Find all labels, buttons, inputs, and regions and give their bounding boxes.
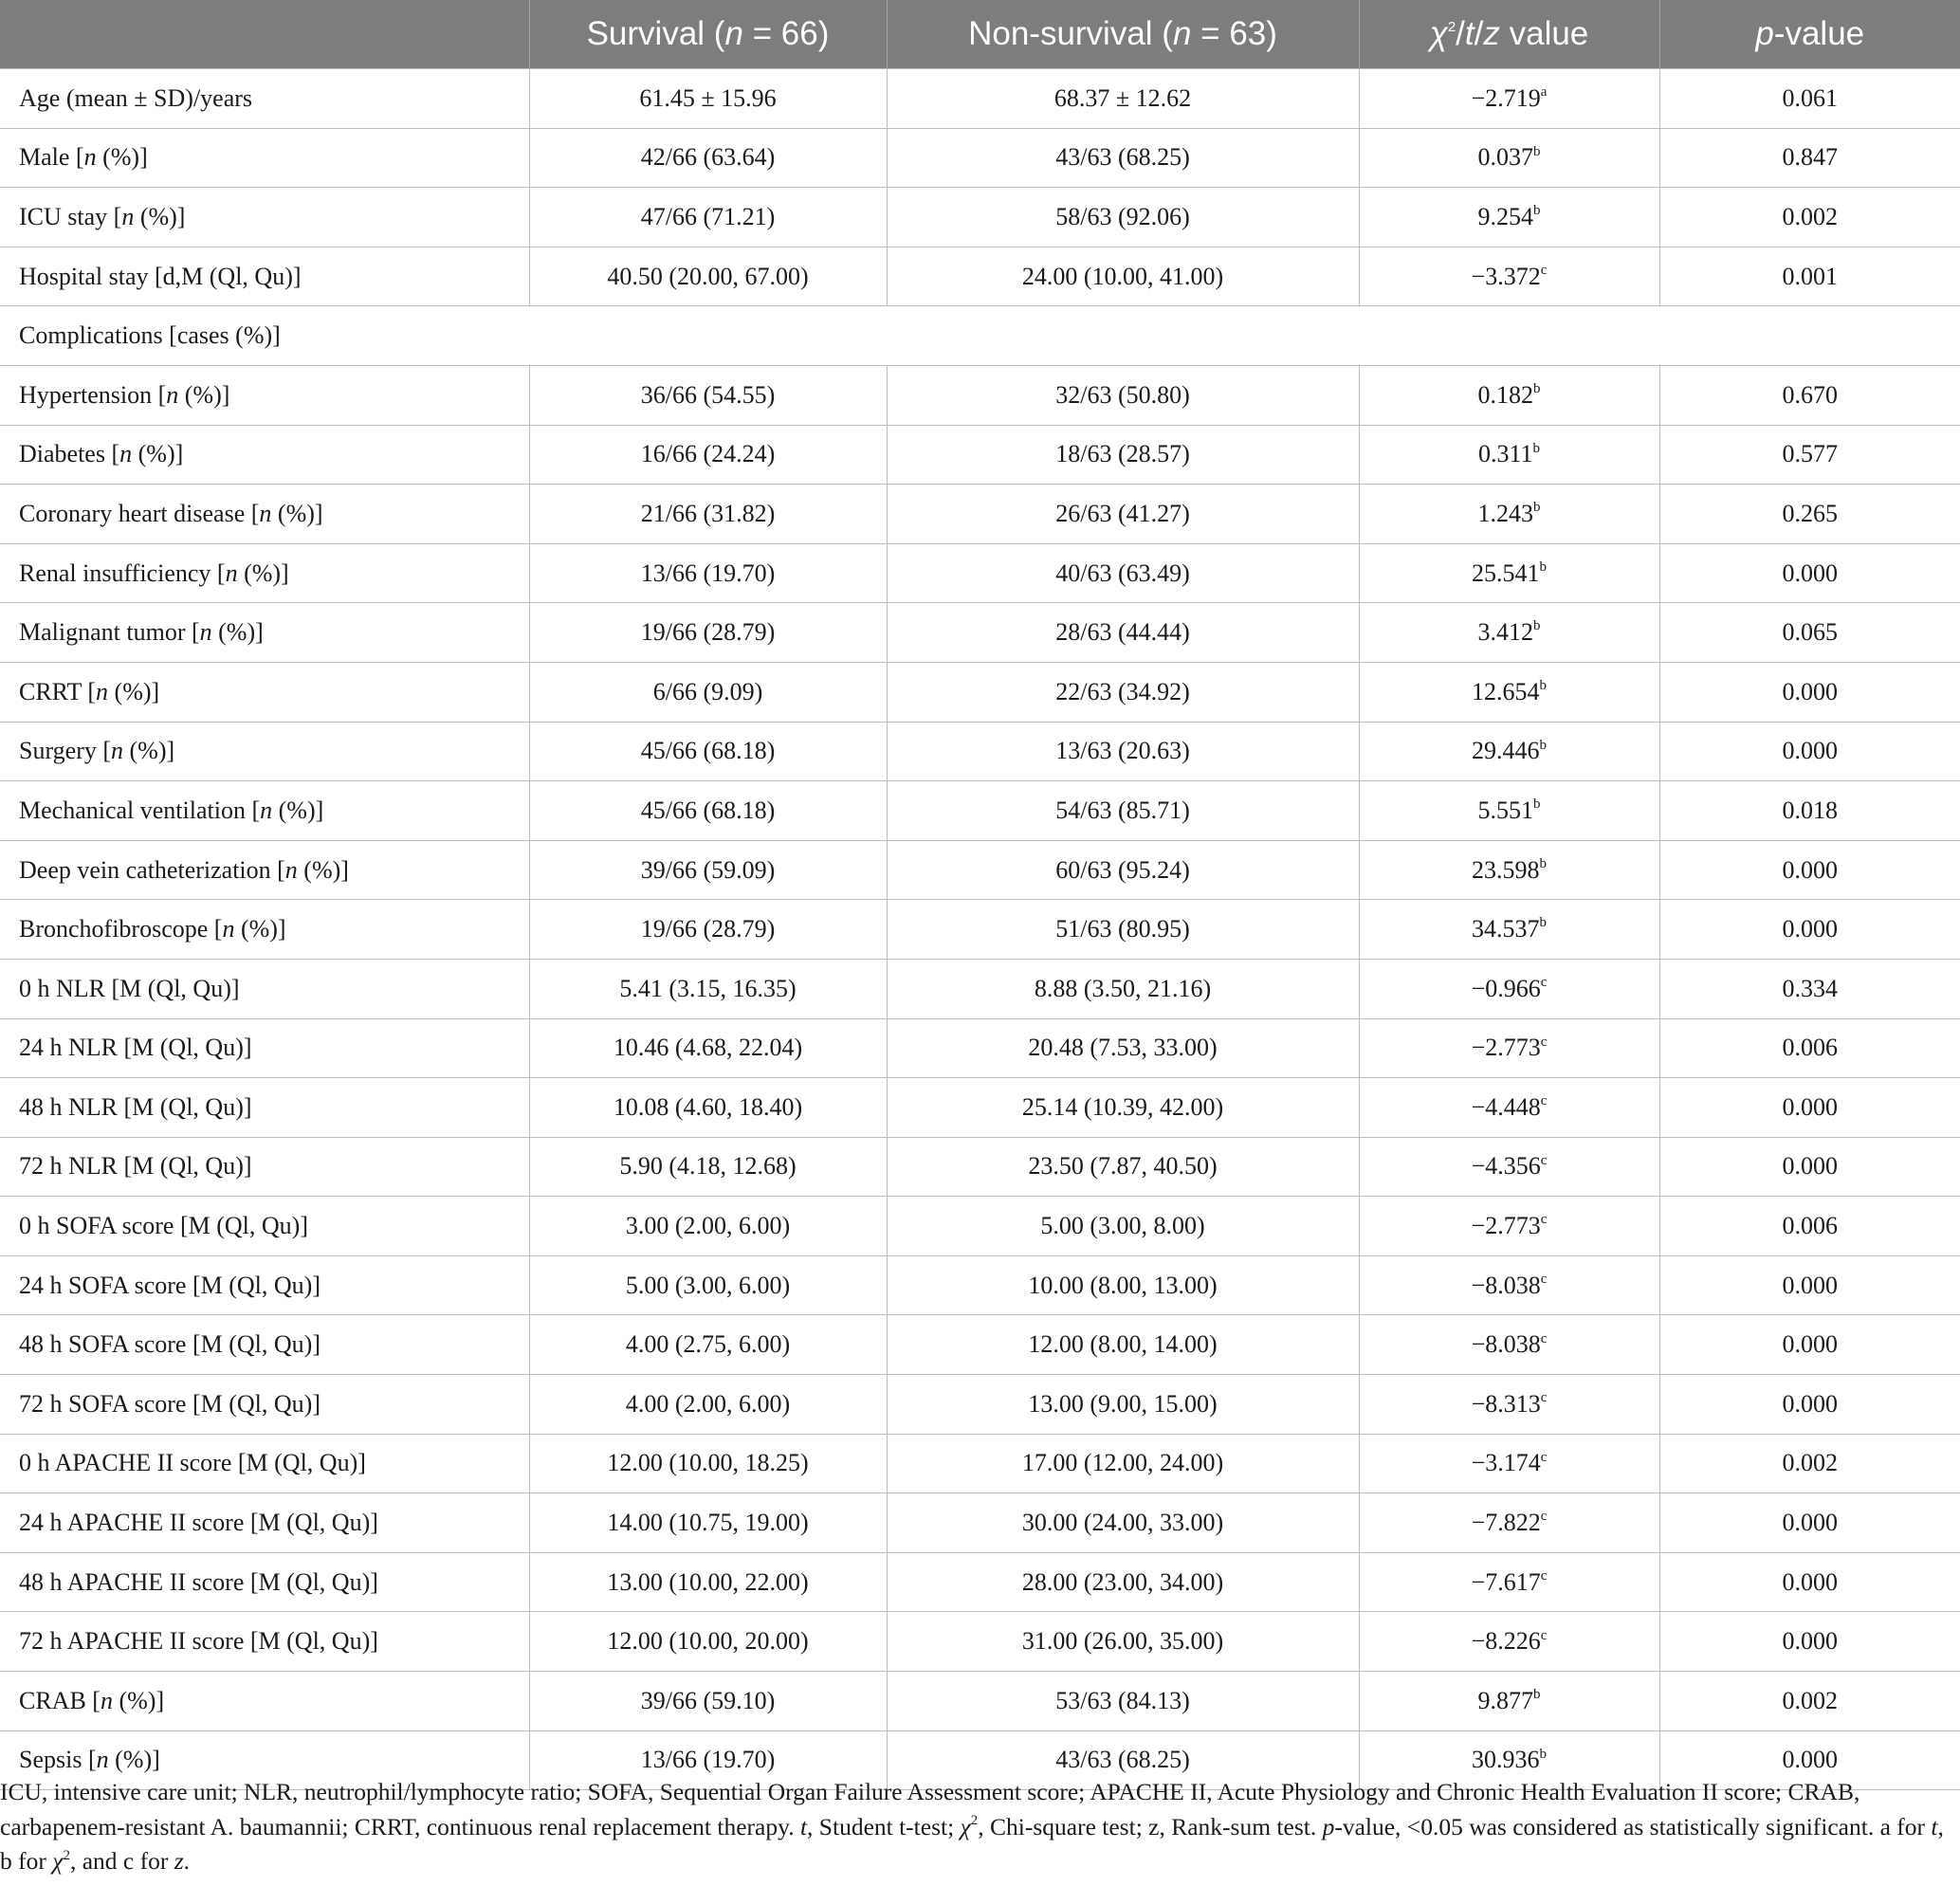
table-row — [0, 247, 1960, 306]
statistic-cell: −3.372$^c$ — [1359, 247, 1659, 306]
survival-cell: 42/66 (63.64) — [529, 128, 887, 188]
survival-cell: 40.50 (20.00, 67.00) — [529, 247, 887, 306]
statistic-cell: −3.174$^c$ — [1359, 1434, 1659, 1493]
statistic-cell: 23.598$^b$ — [1359, 840, 1659, 900]
row-label: Surgery [n (%)] — [0, 722, 529, 781]
row-label: 72 h APACHE II score [M (Ql, Qu)] — [0, 1612, 529, 1672]
p-value-cell: 0.577 — [1659, 425, 1960, 485]
statistic-cell: 25.541$^b$ — [1359, 543, 1659, 603]
test-marker: b — [1533, 143, 1541, 159]
survival-cell: 5.90 (4.18, 12.68) — [529, 1137, 887, 1197]
header-test-statistic: $\chi^2/t/z$ value — [1359, 0, 1659, 69]
p-value-cell: 0.065 — [1659, 603, 1960, 663]
non-survival-cell: 30.00 (24.00, 33.00) — [887, 1493, 1359, 1553]
test-marker: b — [1533, 203, 1541, 219]
row-label: CRRT [n (%)] — [0, 662, 529, 722]
survival-cell: 39/66 (59.10) — [529, 1672, 887, 1731]
header-row — [0, 0, 1960, 69]
non-survival-cell: 17.00 (12.00, 24.00) — [887, 1434, 1359, 1493]
table-row — [0, 1434, 1960, 1493]
non-survival-cell: 43/63 (68.25) — [887, 1730, 1359, 1790]
test-marker: c — [1540, 1272, 1548, 1288]
p-value-cell: 0.061 — [1659, 69, 1960, 129]
test-marker: b — [1539, 1746, 1547, 1762]
row-label: Coronary heart disease [n (%)] — [0, 485, 529, 544]
survival-cell: 16/66 (24.24) — [529, 425, 887, 485]
table-row — [0, 485, 1960, 544]
table-row — [0, 425, 1960, 485]
survival-cell: 3.00 (2.00, 6.00) — [529, 1197, 887, 1256]
statistic-cell: 0.182$^b$ — [1359, 365, 1659, 425]
survival-cell: 19/66 (28.79) — [529, 900, 887, 960]
survival-cell: 6/66 (9.09) — [529, 662, 887, 722]
row-label: Bronchofibroscope [n (%)] — [0, 900, 529, 960]
p-value-cell: 0.000 — [1659, 1375, 1960, 1435]
statistic-cell: −8.038$^c$ — [1359, 1315, 1659, 1375]
statistic-cell: 0.311$^b$ — [1359, 425, 1659, 485]
p-value-cell: 0.006 — [1659, 1197, 1960, 1256]
statistic-cell: 1.243$^b$ — [1359, 485, 1659, 544]
p-value-cell: 0.334 — [1659, 959, 1960, 1018]
table-row — [0, 1493, 1960, 1553]
survival-cell: 14.00 (10.75, 19.00) — [529, 1493, 887, 1553]
row-label: ICU stay [n (%)] — [0, 188, 529, 247]
row-label: CRAB [n (%)] — [0, 1672, 529, 1731]
p-value-cell: 0.000 — [1659, 1315, 1960, 1375]
p-value-cell: 0.000 — [1659, 1255, 1960, 1315]
p-value-cell: 0.847 — [1659, 128, 1960, 188]
survival-cell: 4.00 (2.00, 6.00) — [529, 1375, 887, 1435]
non-survival-cell: 54/63 (85.71) — [887, 781, 1359, 841]
test-marker: c — [1540, 1627, 1548, 1643]
p-value-cell: 0.000 — [1659, 543, 1960, 603]
non-survival-cell: 26/63 (41.27) — [887, 485, 1359, 544]
test-marker: b — [1533, 797, 1541, 813]
row-label: Sepsis [n (%)] — [0, 1730, 529, 1790]
row-label: Deep vein catheterization [n (%)] — [0, 840, 529, 900]
header-non-survival: Non-survival (n = 63) — [887, 0, 1359, 69]
p-value-cell: 0.670 — [1659, 365, 1960, 425]
non-survival-cell: 31.00 (26.00, 35.00) — [887, 1612, 1359, 1672]
survival-cell: 12.00 (10.00, 18.25) — [529, 1434, 887, 1493]
header-survival: Survival (n = 66) — [529, 0, 887, 69]
survival-cell: 12.00 (10.00, 20.00) — [529, 1612, 887, 1672]
non-survival-cell: 68.37 ± 12.62 — [887, 69, 1359, 129]
statistic-cell: 34.537$^b$ — [1359, 900, 1659, 960]
statistic-cell: 3.412$^b$ — [1359, 603, 1659, 663]
survival-cell: 10.08 (4.60, 18.40) — [529, 1078, 887, 1138]
statistic-cell: −8.313$^c$ — [1359, 1375, 1659, 1435]
survival-cell: 39/66 (59.09) — [529, 840, 887, 900]
row-label: 48 h APACHE II score [M (Ql, Qu)] — [0, 1552, 529, 1612]
test-marker: b — [1532, 440, 1541, 456]
test-marker: c — [1540, 1509, 1548, 1525]
non-survival-cell: 28/63 (44.44) — [887, 603, 1359, 663]
statistic-cell: 30.936$^b$ — [1359, 1730, 1659, 1790]
statistic-cell: −0.966$^c$ — [1359, 959, 1659, 1018]
header-variable — [0, 0, 529, 69]
non-survival-cell: 13.00 (9.00, 15.00) — [887, 1375, 1359, 1435]
table-row — [0, 662, 1960, 722]
table-row — [0, 840, 1960, 900]
survival-cell: 13/66 (19.70) — [529, 1730, 887, 1790]
header-p-value: p-value — [1659, 0, 1960, 69]
row-label: 72 h SOFA score [M (Ql, Qu)] — [0, 1375, 529, 1435]
statistic-cell: −2.773$^c$ — [1359, 1197, 1659, 1256]
table-row — [0, 781, 1960, 841]
test-marker: c — [1540, 1567, 1548, 1584]
test-marker: c — [1540, 1152, 1548, 1168]
non-survival-cell: 58/63 (92.06) — [887, 188, 1359, 247]
statistic-cell: −4.356$^c$ — [1359, 1137, 1659, 1197]
p-value-cell: 0.265 — [1659, 485, 1960, 544]
statistic-cell: −2.773$^c$ — [1359, 1018, 1659, 1078]
row-label: 72 h NLR [M (Ql, Qu)] — [0, 1137, 529, 1197]
row-label: Diabetes [n (%)] — [0, 425, 529, 485]
table-row — [0, 722, 1960, 781]
non-survival-cell: 13/63 (20.63) — [887, 722, 1359, 781]
non-survival-cell: 23.50 (7.87, 40.50) — [887, 1137, 1359, 1197]
p-value-cell: 0.002 — [1659, 188, 1960, 247]
non-survival-cell: 40/63 (63.49) — [887, 543, 1359, 603]
survival-cell: 61.45 ± 15.96 — [529, 69, 887, 129]
row-label: Malignant tumor [n (%)] — [0, 603, 529, 663]
table-footnote: ICU, intensive care unit; NLR, neutrophil/lymphocyte ratio; SOFA, Sequential Organ Failure Assessment score; APACHE II, Acute Physiology and Chronic Health Evaluation II score; CRAB, carbapenem-resistant A. baumannii; CRRT, continuous renal replacement therapy. t, Student t-test; $\chi^2$, Chi-square test; z, Rank-sum test. p-value, <0.05 was considered as statistically significant. a for t, b for $\chi^2$, and c for z. — [0, 1778, 1944, 1875]
test-marker: b — [1539, 855, 1547, 871]
test-marker: b — [1533, 381, 1541, 397]
non-survival-cell: 18/63 (28.57) — [887, 425, 1359, 485]
statistic-cell: 29.446$^b$ — [1359, 722, 1659, 781]
non-survival-cell: 12.00 (8.00, 14.00) — [887, 1315, 1359, 1375]
test-marker: b — [1539, 737, 1547, 753]
table-row — [0, 1672, 1960, 1731]
statistic-cell: −8.038$^c$ — [1359, 1255, 1659, 1315]
statistic-cell: −4.448$^c$ — [1359, 1078, 1659, 1138]
survival-cell: 36/66 (54.55) — [529, 365, 887, 425]
statistic-cell: −7.822$^c$ — [1359, 1493, 1659, 1553]
test-marker: c — [1540, 1330, 1548, 1346]
row-label: 48 h SOFA score [M (Ql, Qu)] — [0, 1315, 529, 1375]
test-marker: c — [1540, 1034, 1548, 1050]
test-marker: b — [1533, 618, 1541, 634]
statistic-cell: 12.654$^b$ — [1359, 662, 1659, 722]
test-marker: b — [1539, 678, 1547, 694]
p-value-cell: 0.000 — [1659, 840, 1960, 900]
table-row — [0, 543, 1960, 603]
table-row — [0, 603, 1960, 663]
section-label: Complications [cases (%)] — [0, 306, 1960, 366]
survival-cell: 21/66 (31.82) — [529, 485, 887, 544]
table-row — [0, 69, 1960, 129]
table-row — [0, 1078, 1960, 1138]
table-row — [0, 1197, 1960, 1256]
test-marker: c — [1540, 262, 1548, 278]
table-header — [0, 0, 1960, 69]
table-row — [0, 188, 1960, 247]
section-row — [0, 306, 1960, 366]
non-survival-cell: 20.48 (7.53, 33.00) — [887, 1018, 1359, 1078]
table-body — [0, 69, 1960, 1790]
row-label: 24 h NLR [M (Ql, Qu)] — [0, 1018, 529, 1078]
table-row — [0, 365, 1960, 425]
row-label: 48 h NLR [M (Ql, Qu)] — [0, 1078, 529, 1138]
p-value-cell: 0.000 — [1659, 1078, 1960, 1138]
row-label: 24 h SOFA score [M (Ql, Qu)] — [0, 1255, 529, 1315]
survival-cell: 5.41 (3.15, 16.35) — [529, 959, 887, 1018]
table-row — [0, 128, 1960, 188]
test-marker: b — [1533, 1687, 1541, 1703]
table-row — [0, 900, 1960, 960]
table-row — [0, 1315, 1960, 1375]
row-label: 0 h SOFA score [M (Ql, Qu)] — [0, 1197, 529, 1256]
statistic-cell: −2.719$^a$ — [1359, 69, 1659, 129]
statistic-cell: −7.617$^c$ — [1359, 1552, 1659, 1612]
row-label: Renal insufficiency [n (%)] — [0, 543, 529, 603]
test-marker: c — [1540, 1449, 1548, 1465]
p-value-cell: 0.000 — [1659, 1552, 1960, 1612]
p-value-cell: 0.006 — [1659, 1018, 1960, 1078]
survival-cell: 13/66 (19.70) — [529, 543, 887, 603]
non-survival-cell: 51/63 (80.95) — [887, 900, 1359, 960]
survival-cell: 19/66 (28.79) — [529, 603, 887, 663]
survival-cell: 47/66 (71.21) — [529, 188, 887, 247]
test-marker: c — [1540, 975, 1548, 991]
p-value-cell: 0.000 — [1659, 1137, 1960, 1197]
table-row — [0, 1375, 1960, 1435]
test-marker: c — [1540, 1390, 1548, 1406]
non-survival-cell: 53/63 (84.13) — [887, 1672, 1359, 1731]
statistic-cell: 9.254$^b$ — [1359, 188, 1659, 247]
test-marker: a — [1540, 84, 1548, 101]
statistic-cell: 5.551$^b$ — [1359, 781, 1659, 841]
non-survival-cell: 28.00 (23.00, 34.00) — [887, 1552, 1359, 1612]
p-value-cell: 0.000 — [1659, 1493, 1960, 1553]
non-survival-cell: 22/63 (34.92) — [887, 662, 1359, 722]
table-row — [0, 1552, 1960, 1612]
test-marker: c — [1540, 1093, 1548, 1109]
row-label: Hypertension [n (%)] — [0, 365, 529, 425]
survival-cell: 10.46 (4.68, 22.04) — [529, 1018, 887, 1078]
survival-cell: 13.00 (10.00, 22.00) — [529, 1552, 887, 1612]
row-label: Male [n (%)] — [0, 128, 529, 188]
table-row — [0, 1137, 1960, 1197]
survival-cell: 45/66 (68.18) — [529, 722, 887, 781]
test-marker: c — [1540, 1212, 1548, 1228]
survival-cell: 5.00 (3.00, 6.00) — [529, 1255, 887, 1315]
non-survival-cell: 60/63 (95.24) — [887, 840, 1359, 900]
non-survival-cell: 25.14 (10.39, 42.00) — [887, 1078, 1359, 1138]
test-marker: b — [1539, 558, 1547, 575]
table-row — [0, 1018, 1960, 1078]
p-value-cell: 0.000 — [1659, 1612, 1960, 1672]
p-value-cell: 0.002 — [1659, 1434, 1960, 1493]
p-value-cell: 0.000 — [1659, 1730, 1960, 1790]
table-row — [0, 959, 1960, 1018]
row-label: Hospital stay [d,M (Ql, Qu)] — [0, 247, 529, 306]
row-label: 0 h NLR [M (Ql, Qu)] — [0, 959, 529, 1018]
non-survival-cell: 5.00 (3.00, 8.00) — [887, 1197, 1359, 1256]
statistic-cell: 0.037$^b$ — [1359, 128, 1659, 188]
statistic-cell: 9.877$^b$ — [1359, 1672, 1659, 1731]
non-survival-cell: 43/63 (68.25) — [887, 128, 1359, 188]
non-survival-cell: 32/63 (50.80) — [887, 365, 1359, 425]
row-label: 24 h APACHE II score [M (Ql, Qu)] — [0, 1493, 529, 1553]
survival-cell: 45/66 (68.18) — [529, 781, 887, 841]
p-value-cell: 0.002 — [1659, 1672, 1960, 1731]
row-label: Mechanical ventilation [n (%)] — [0, 781, 529, 841]
test-marker: b — [1533, 500, 1541, 516]
row-label: 0 h APACHE II score [M (Ql, Qu)] — [0, 1434, 529, 1493]
p-value-cell: 0.001 — [1659, 247, 1960, 306]
statistic-cell: −8.226$^c$ — [1359, 1612, 1659, 1672]
p-value-cell: 0.000 — [1659, 662, 1960, 722]
table-row — [0, 1255, 1960, 1315]
p-value-cell: 0.018 — [1659, 781, 1960, 841]
test-marker: b — [1539, 915, 1547, 931]
non-survival-cell: 8.88 (3.50, 21.16) — [887, 959, 1359, 1018]
p-value-cell: 0.000 — [1659, 900, 1960, 960]
row-label: Age (mean ± SD)/years — [0, 69, 529, 129]
p-value-cell: 0.000 — [1659, 722, 1960, 781]
non-survival-cell: 10.00 (8.00, 13.00) — [887, 1255, 1359, 1315]
survival-cell: 4.00 (2.75, 6.00) — [529, 1315, 887, 1375]
table-row — [0, 1612, 1960, 1672]
non-survival-cell: 24.00 (10.00, 41.00) — [887, 247, 1359, 306]
